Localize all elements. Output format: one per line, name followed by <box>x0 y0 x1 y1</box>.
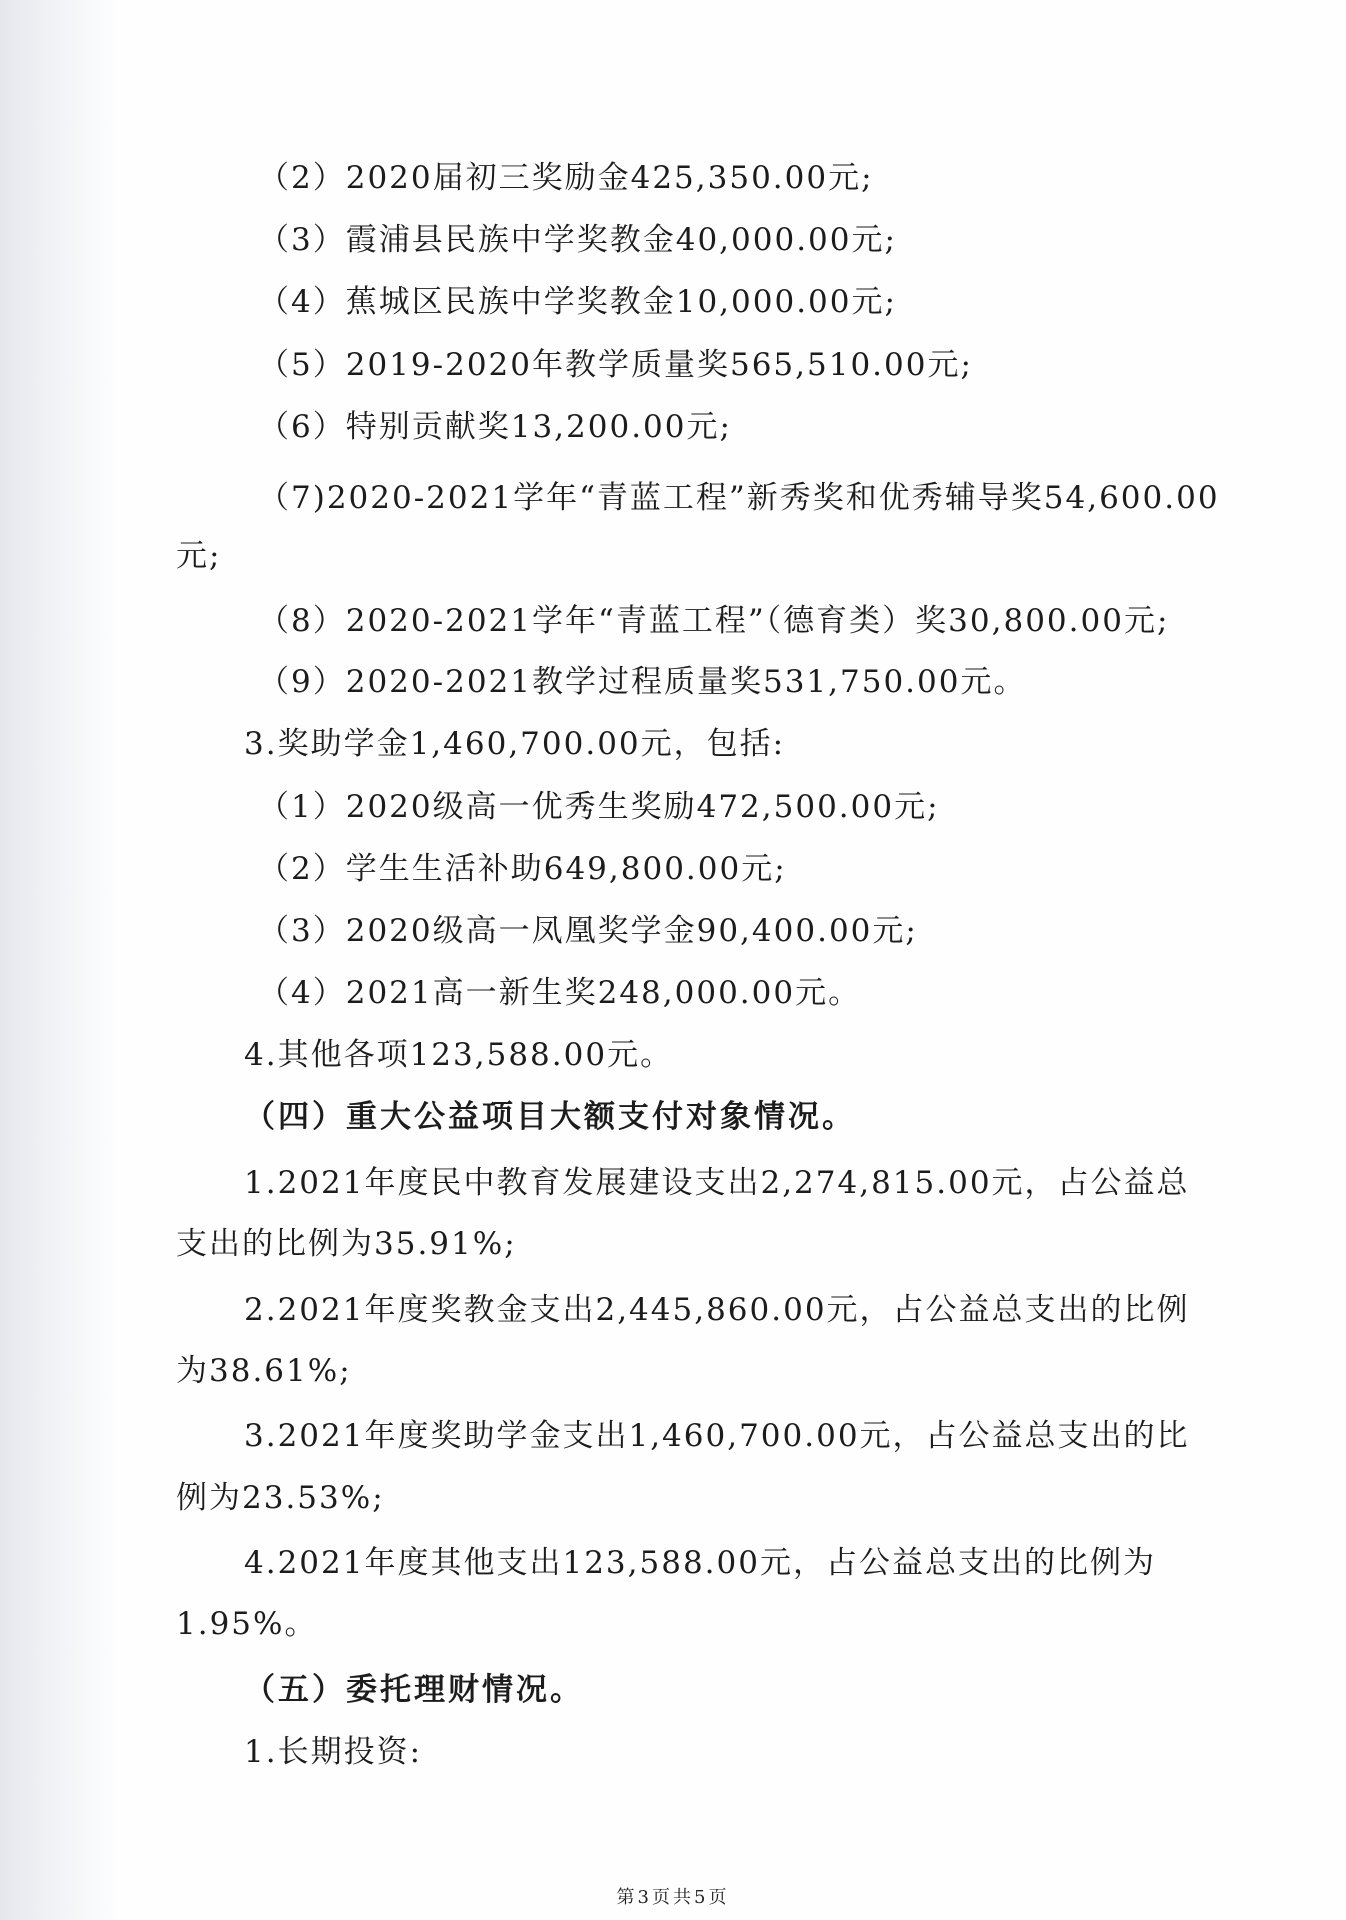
text-line: （8）2020-2021学年“青蓝工程”（德育类）奖30,800.00元; <box>258 603 1170 639</box>
text-line: （7)2020-2021学年“青蓝工程”新秀奖和优秀辅导奖54,600.00 <box>258 480 1220 516</box>
text-line: 4.2021年度其他支出123,588.00元，占公益总支出的比例为 <box>244 1545 1156 1581</box>
text-line: （2）2020届初三奖励金425,350.00元; <box>258 160 874 196</box>
text-line: 元; <box>176 538 222 574</box>
text-line: 2.2021年度奖教金支出2,445,860.00元，占公益总支出的比例 <box>244 1292 1190 1328</box>
text-line: （6）特别贡献奖13,200.00元; <box>258 409 732 445</box>
text-line: 支出的比例为35.91%; <box>176 1226 517 1262</box>
text-line: 例为23.53%; <box>176 1480 385 1516</box>
text-line: （3）霞浦县民族中学奖教金40,000.00元; <box>258 222 897 258</box>
text-line: 4.其他各项123,588.00元。 <box>244 1037 674 1073</box>
text-line: （2）学生生活补助649,800.00元; <box>258 851 787 887</box>
text-line: （1）2020级高一优秀生奖励472,500.00元; <box>258 789 940 825</box>
text-line: （5）2019-2020年教学质量奖565,510.00元; <box>258 347 973 383</box>
text-line: 3.奖助学金1,460,700.00元，包括: <box>244 726 786 762</box>
page-number-footer: 第3页共5页 <box>616 1887 730 1908</box>
section-heading: （五）委托理财情况。 <box>244 1672 584 1708</box>
text-line: 1.95%。 <box>176 1606 318 1642</box>
text-line: （9）2020-2021教学过程质量奖531,750.00元。 <box>258 664 1027 700</box>
section-heading: （四）重大公益项目大额支付对象情况。 <box>244 1099 856 1135</box>
text-line: 1.长期投资: <box>244 1734 423 1770</box>
text-line: 1.2021年度民中教育发展建设支出2,274,815.00元，占公益总 <box>244 1165 1190 1201</box>
text-line: 为38.61%; <box>176 1353 352 1389</box>
text-line: 3.2021年度奖助学金支出1,460,700.00元，占公益总支出的比 <box>244 1418 1190 1454</box>
text-line: （4）2021高一新生奖248,000.00元。 <box>258 975 862 1011</box>
text-line: （4）蕉城区民族中学奖教金10,000.00元; <box>258 284 897 320</box>
text-line: （3）2020级高一凤凰奖学金90,400.00元; <box>258 913 918 949</box>
